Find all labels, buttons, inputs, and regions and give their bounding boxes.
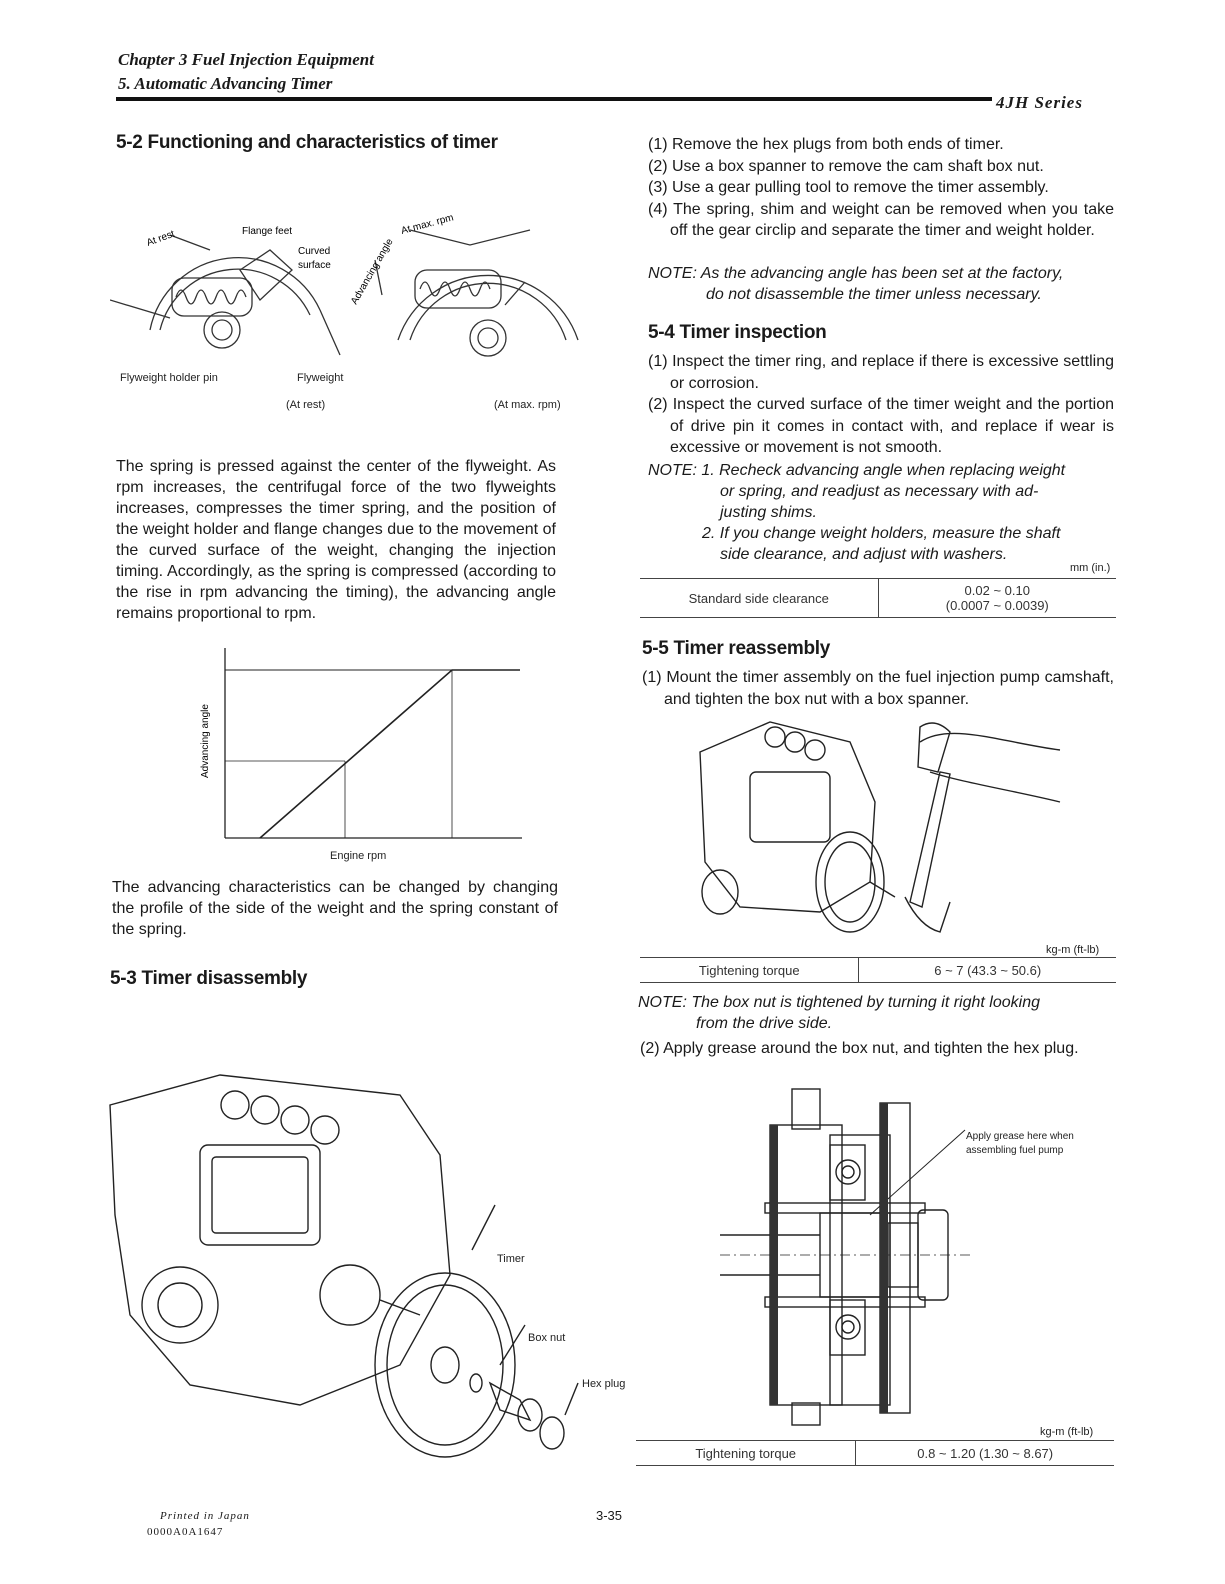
section-title: 5. Automatic Advancing Timer	[118, 74, 333, 93]
label-flyweight: Flyweight	[297, 372, 344, 384]
heading-5-4: 5-4 Timer inspection	[648, 322, 827, 343]
caption-at-rest: (At rest)	[286, 399, 326, 411]
note-inspection	[648, 460, 1118, 565]
disassembly-steps	[648, 134, 1114, 242]
label-curved: Curved	[298, 246, 331, 257]
header-rule	[116, 97, 992, 101]
unit-kgm-ftlb-1: kg-m (ft-lb)	[1046, 944, 1100, 956]
note-box-nut-line1: NOTE: The box nut is tightened by turning it right looking	[638, 994, 1040, 1011]
torque-value-2: 0.8 ~ 1.20 (1.30 ~ 8.67)	[856, 1441, 1114, 1466]
caption-at-max-rpm: (At max. rpm)	[494, 399, 561, 411]
side-clearance-label: Standard side clearance	[640, 579, 878, 618]
timer-sectional-view	[720, 1085, 980, 1430]
note-inspection-line3: justing shims.	[720, 504, 817, 521]
heading-5-5: 5-5 Timer reassembly	[642, 638, 830, 659]
reassembly-step-1: (1) Mount the timer assembly on the fuel injection pump camshaft, and tighten the box nut with a box spanner.	[642, 669, 1114, 708]
graph-x-label: Engine rpm	[330, 850, 387, 862]
footer-printed: Printed in Japan	[160, 1510, 250, 1522]
note-factory-setting	[648, 263, 1118, 305]
graph-characteristic-line	[260, 670, 520, 838]
step-3: (3) Use a gear pulling tool to remove the timer assembly.	[648, 179, 1049, 196]
note-box-nut-line2: from the drive side.	[696, 1015, 833, 1032]
timer-function-diagram	[110, 190, 590, 390]
side-clearance-value	[878, 579, 1116, 618]
reassembly-step-2: (2) Apply grease around the box nut, and tighten the hex plug.	[640, 1040, 1079, 1057]
series-label: 4JH Series	[996, 93, 1083, 112]
label-flange-feet: Flange feet	[242, 226, 293, 237]
heading-5-3: 5-3 Timer disassembly	[110, 968, 308, 989]
note-box-nut	[638, 992, 1116, 1034]
unit-mm-in: mm (in.)	[1070, 562, 1111, 574]
reassembly-step-1-list	[642, 667, 1114, 710]
unit-kgm-ftlb-2: kg-m (ft-lb)	[1040, 1426, 1094, 1438]
timer-reassembly-illustration	[680, 712, 1120, 944]
advancing-angle-graph	[190, 648, 530, 848]
note-inspection-line4: 2. If you change weight holders, measure the shaft	[702, 525, 1061, 542]
graph-y-label: Advancing angle	[200, 704, 211, 778]
label-at-max-rpm-arc: At max. rpm	[399, 212, 455, 237]
chapter-title: Chapter 3 Fuel Injection Equipment	[118, 50, 374, 69]
torque-label-2: Tightening torque	[636, 1441, 856, 1466]
footer-code: 0000A0A1647	[147, 1526, 224, 1538]
side-clearance-mm: 0.02 ~ 0.10	[964, 583, 1030, 598]
label-box-nut: Box nut	[528, 1332, 566, 1344]
paragraph-advancing-characteristics: The advancing characteristics can be changed by changing the profile of the side of the weight and the spring constant of the spring.	[112, 879, 558, 938]
inspection-steps	[648, 351, 1114, 459]
label-advancing-angle: Advancing angle	[349, 236, 396, 307]
label-grease-line2: assembling fuel pump	[966, 1145, 1064, 1156]
note-inspection-line2: or spring, and readjust as necessary with ad-	[720, 483, 1039, 500]
side-clearance-table	[640, 578, 1116, 618]
label-flyweight-holder-pin: Flyweight holder pin	[120, 372, 218, 384]
label-hex-plug: Hex plug	[582, 1378, 626, 1390]
note-inspection-line5: side clearance, and adjust with washers.	[720, 546, 1008, 563]
page-number: 3-35	[596, 1508, 623, 1523]
label-at-rest-arc: At rest	[145, 228, 177, 249]
inspection-step-1: (1) Inspect the timer ring, and replace if there is excessive settling or corrosion.	[648, 353, 1114, 392]
torque-table-box-nut	[640, 957, 1116, 983]
heading-5-2: 5-2 Functioning and characteristics of timer	[116, 132, 498, 153]
label-surface: surface	[298, 260, 331, 271]
torque-label-1: Tightening torque	[640, 958, 859, 983]
paragraph-spring-function: The spring is pressed against the center of the flyweight. As rpm increases, the centrifugal force of the two flyweights increases, compresses the timer spring, and the position of the weight holder and flange changes due to the movement of the curved surface of the weight, changing the injection timing. Accordingly, as the spring is compressed (according to the rise in rpm advancing the timing), the advancing angle remains proportional to rpm.	[116, 458, 556, 622]
torque-value-1: 6 ~ 7 (43.3 ~ 50.6)	[859, 958, 1116, 983]
step-1: (1) Remove the hex plugs from both ends of timer.	[648, 136, 1004, 153]
note-factory-line1: NOTE: As the advancing angle has been set at the factory,	[648, 265, 1064, 282]
label-grease-line1: Apply grease here when	[966, 1131, 1074, 1142]
inspection-step-2: (2) Inspect the curved surface of the timer weight and the portion of drive pin it comes in contact with, and replace if wear is excessive or movement is not smooth.	[648, 396, 1114, 456]
reassembly-step-2-list	[640, 1038, 1110, 1060]
note-inspection-line1: NOTE: 1. Recheck advancing angle when replacing weight	[648, 462, 1066, 479]
torque-table-hex-plug	[636, 1440, 1114, 1466]
step-4: (4) The spring, shim and weight can be removed when you take off the gear circlip and separate the timer and weight holder.	[648, 200, 1114, 239]
step-2: (2) Use a box spanner to remove the cam shaft box nut.	[648, 157, 1044, 175]
timer-disassembly-illustration	[100, 1065, 640, 1465]
side-clearance-in: (0.0007 ~ 0.0039)	[945, 598, 1049, 613]
note-factory-line2: do not disassemble the timer unless necessary.	[706, 286, 1042, 303]
label-timer: Timer	[497, 1253, 525, 1265]
